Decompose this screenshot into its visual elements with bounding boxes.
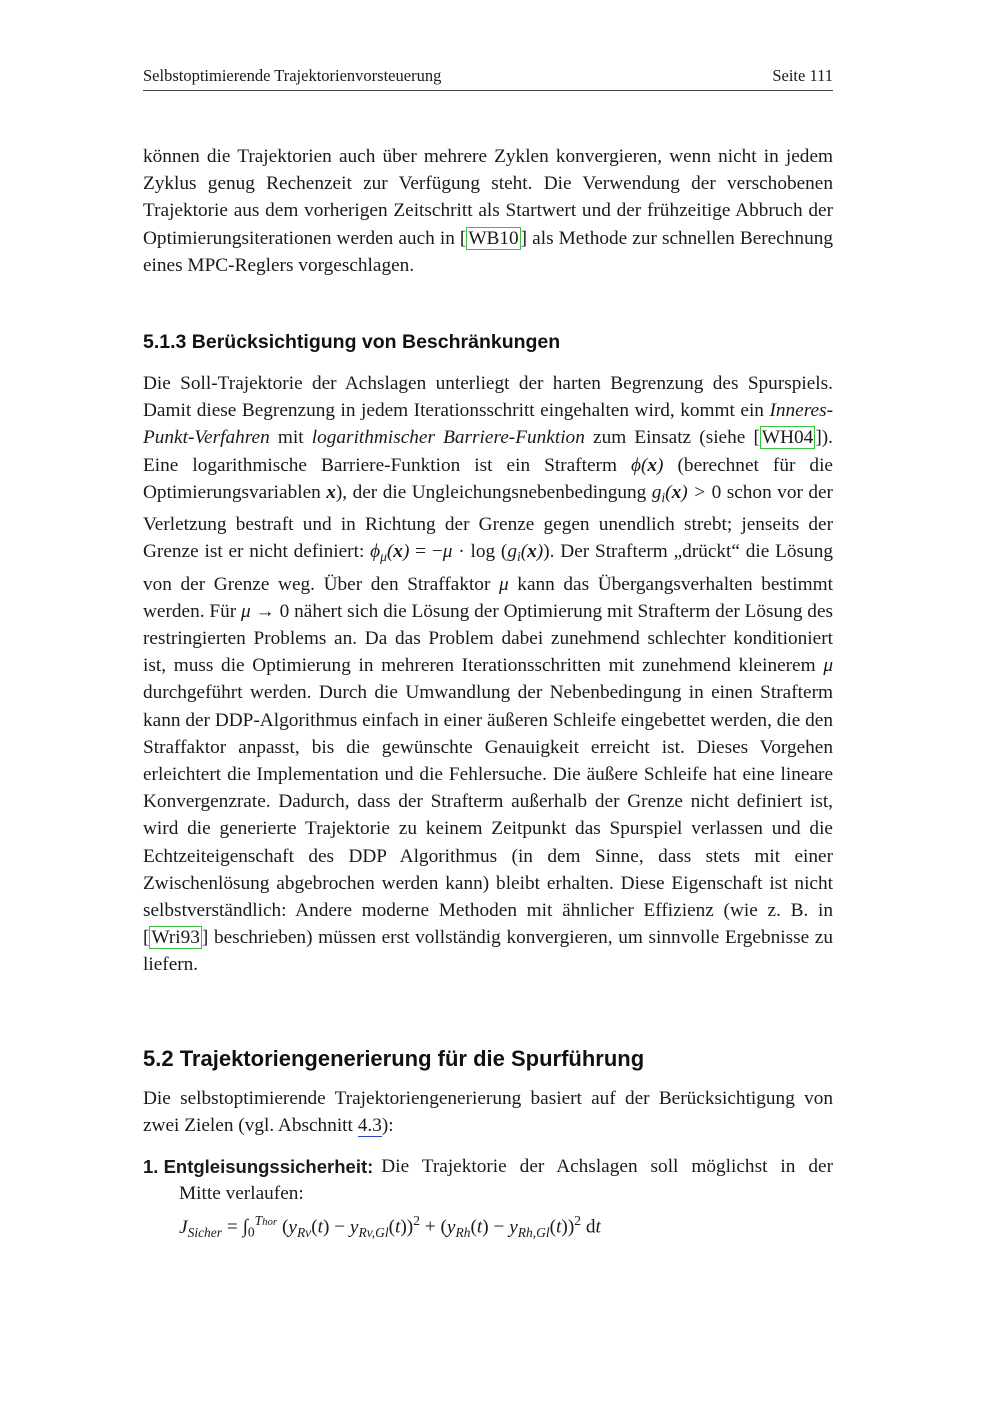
formula-mu-2: μ [823, 655, 833, 677]
formula-inequality: $g_i(x)$ > [651, 481, 712, 505]
formula-j-sicher: $J_{Sicher} = \int_0^{Thor}$ $(y_{Rv}(t) - y_{Rv,Gl}(t))^2 + (y_{Rh}(t) - y_{Rh,Gl}(t))^2$ dt [179, 1213, 601, 1240]
formula-phi: ϕ(x) [631, 454, 664, 476]
goals-list [143, 1153, 833, 1246]
header-title: Selbstoptimierende Trajektorienvorsteuerung [143, 66, 442, 85]
emphasis-interior-point: Inneres-Punkt-Verfahren [143, 400, 833, 449]
list-item-1-text: Die Trajektorie der Achslagen soll möglichst in der [381, 1156, 833, 1177]
list-item-1-label: 1. Entgleisungssicherheit: [143, 1156, 374, 1177]
page-number: Seite 111 [772, 66, 833, 85]
formula-mu-limit: μ → 0 [241, 600, 290, 622]
citation-wri93[interactable]: Wri93 [151, 927, 200, 949]
list-item-1-continuation: Mitte verlaufen: [179, 1183, 304, 1205]
formula-x: x [326, 481, 336, 503]
formula-mu: μ [499, 573, 509, 595]
constraints-paragraph: Die Soll-Trajektorie der Achslagen unterliegt der harten Begrenzung des Spurspiels. Damit diese Begrenzung in jedem Iterationsschritt eingehalten wird, kommt ein Inneres-Punkt-Verfahren mit logarithmischer Barriere-Funktion zum Einsatz (siehe [ WH04 ]). Eine logarithmische Barriere-Funktion ist ein Strafterm ϕ(x) (berechnet für die Optimierungsvariablen x), der die Ungleichungsnebenbedingung $g_i(x) > 0$ schon vor der Verletzung bestraft und in Richtung der Grenze gegen unendlich strebt; jenseits der Grenze ist er nicht definiert: $\phi_\mu(x) = -\mu \cdot \log (g_i(x))$. Der Strafterm „drückt“ die Lösung von der Grenze weg. Über den Straffaktor μ kann das Übergangsverhalten bestimmt werden. Für μ → 0 nähert sich die Lösung der Optimierung mit Strafterm der Lösung des restringierten Problems an. Da das Problem dabei zunehmend schlechter konditioniert ist, muss die Optimierung in mehreren Iterationsschritten mit zunehmend kleinerem μ durchgeführt werden. Durch die Umwandlung der Nebenbedingung in einen Strafterm kann der DDP-Algorithmus einfach in einer äußeren Schleife eingebettet werden, die den Straffaktor anpasst, bis die gewünschte Genauigkeit erreicht ist. Dieses Vorgehen erleichtert die Implementation und die Fehlersuche. Die äußere Schleife hat eine lineare Konvergenzrate. Dadurch, dass der Strafterm außerhalb der Grenze nicht definiert ist, wird die generierte Trajektorie zu keinem Zeitpunkt das Spurspiel verlassen und die Echtzeiteigenschaft des DDP Algorithmus (in dem Sinne, dass stets mit einer Zwischenlösung abgebrochen werden kann) bleibt erhalten. Diese Eigenschaft ist nicht selbstverständlich: Andere moderne Methoden mit ähnlicher Effizienz (wie z. B. in [ Wri93 ] beschrieben) müssen erst vollständig konvergieren, um sinnvolle Ergebnisse zu liefern. [143, 373, 834, 976]
list-item-1 [143, 1153, 833, 1180]
running-header [143, 66, 833, 91]
goals-paragraph: Die selbstoptimierende Trajektoriengenerierung basiert auf der Berücksichtigung von zwei Zielen (vgl. Abschnitt 4.3): [143, 1088, 833, 1137]
intro-paragraph: können die Trajektorien auch über mehrere Zyklen konvergieren, wenn nicht in jedem Zyklus genug Rechenzeit zur Verfügung steht. Die Verwendung der verschobenen Trajektorie aus dem vorherigen Zeitschritt als Startwert und der frühzeitige Abbruch der Optimierungsiterationen werden auch in [ WB10 ] als Methode zur schnellen Berechnung eines MPC-Reglers vorgeschlagen. [143, 146, 833, 276]
section-heading-5-1-3: 5.1.3 Berücksichtigung von Beschränkungen [143, 331, 561, 353]
formula-barrier: $\phi_\mu(x) = -\mu \cdot \log (g_i(x))$ [370, 541, 550, 565]
section-heading-5-2: 5.2 Trajektoriengenerierung für die Spurführung [143, 1046, 645, 1071]
citation-wh04[interactable]: WH04 [761, 427, 814, 449]
citation-wb10[interactable]: WB10 [468, 227, 519, 249]
section-reference-4-3[interactable]: 4.3 [357, 1115, 382, 1137]
emphasis-log-barrier: logarithmischer Barriere-Funktion [311, 427, 585, 449]
